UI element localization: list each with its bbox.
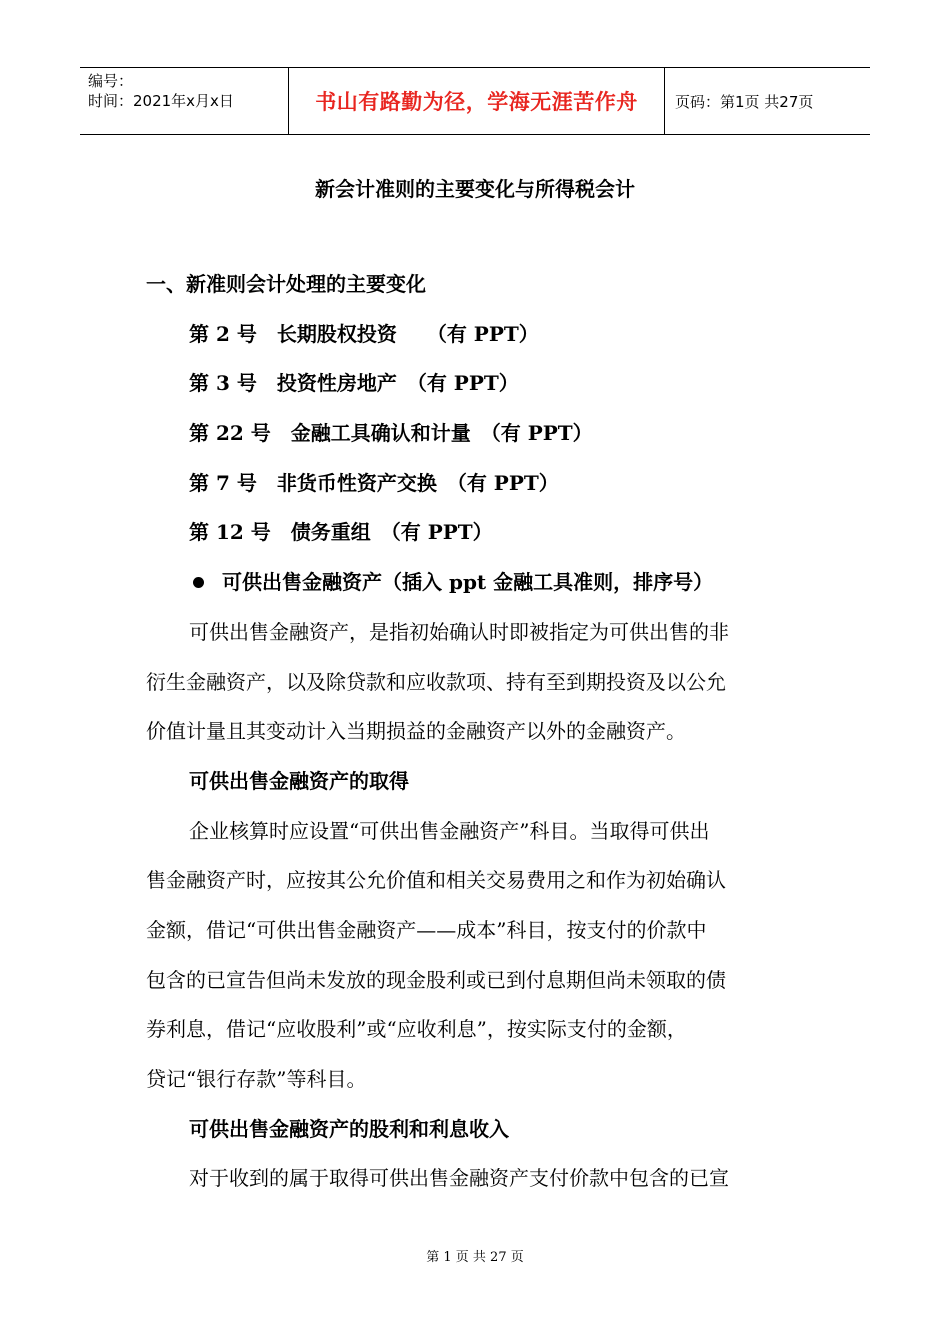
time-label: 时间：2021年x月x日 bbox=[88, 92, 234, 110]
standard-item: 第 3 号 投资性房地产 （有 PPT） bbox=[189, 371, 519, 396]
paragraph-line: 包含的已宣告但尚未发放的现金股利或已到付息期但尚未领取的债 bbox=[146, 967, 726, 992]
bullet-icon bbox=[193, 577, 204, 588]
number-label: 编号： bbox=[88, 72, 134, 90]
standard-item: 第 22 号 金融工具确认和计量 （有 PPT） bbox=[189, 421, 593, 446]
paragraph-line: 价值计量且其变动计入当期损益的金融资产以外的金融资产。 bbox=[146, 719, 686, 744]
header-meta bbox=[80, 68, 289, 134]
document-title: 新会计准则的主要变化与所得税会计 bbox=[315, 177, 635, 201]
bullet-text: 可供出售金融资产（插入 ppt 金融工具准则，排序号） bbox=[222, 570, 714, 595]
paragraph-line: 金额，借记“可供出售金融资产——成本”科目，按支付的价款中 bbox=[146, 917, 707, 942]
standard-item: 第 7 号 非货币性资产交换 （有 PPT） bbox=[189, 470, 559, 495]
subheading: 可供出售金融资产的股利和利息收入 bbox=[189, 1116, 509, 1141]
page-footer: 第 1 页 共 27 页 bbox=[426, 1250, 524, 1265]
paragraph-line: 企业核算时应设置“可供出售金融资产”科目。当取得可供出 bbox=[189, 818, 710, 843]
header-table bbox=[80, 67, 870, 135]
paragraph-line: 衍生金融资产，以及除贷款和应收款项、持有至到期投资及以公允 bbox=[146, 669, 726, 694]
section-heading: 一、新准则会计处理的主要变化 bbox=[146, 272, 426, 296]
paragraph-line: 贷记“银行存款”等科目。 bbox=[146, 1067, 367, 1091]
paragraph-line: 售金融资产时，应按其公允价值和相关交易费用之和作为初始确认 bbox=[146, 868, 726, 893]
paragraph-line: 可供出售金融资产，是指初始确认时即被指定为可供出售的非 bbox=[189, 619, 729, 644]
paragraph-line: 对于收到的属于取得可供出售金融资产支付价款中包含的已宣 bbox=[189, 1166, 729, 1191]
bullet-item bbox=[146, 560, 810, 610]
standard-item: 第 12 号 债务重组 （有 PPT） bbox=[189, 520, 493, 545]
standard-item: 第 2 号 长期股权投资 （有 PPT） bbox=[189, 321, 539, 346]
subheading: 可供出售金融资产的取得 bbox=[189, 768, 409, 793]
header-motto: 书山有路勤为径，学海无涯苦作舟 bbox=[289, 68, 665, 134]
document-body bbox=[146, 262, 810, 1206]
paragraph-line: 券利息，借记“应收股利”或“应收利息”，按实际支付的金额， bbox=[146, 1017, 687, 1042]
header-page-info: 页码：第1页 共27页 bbox=[675, 92, 814, 111]
